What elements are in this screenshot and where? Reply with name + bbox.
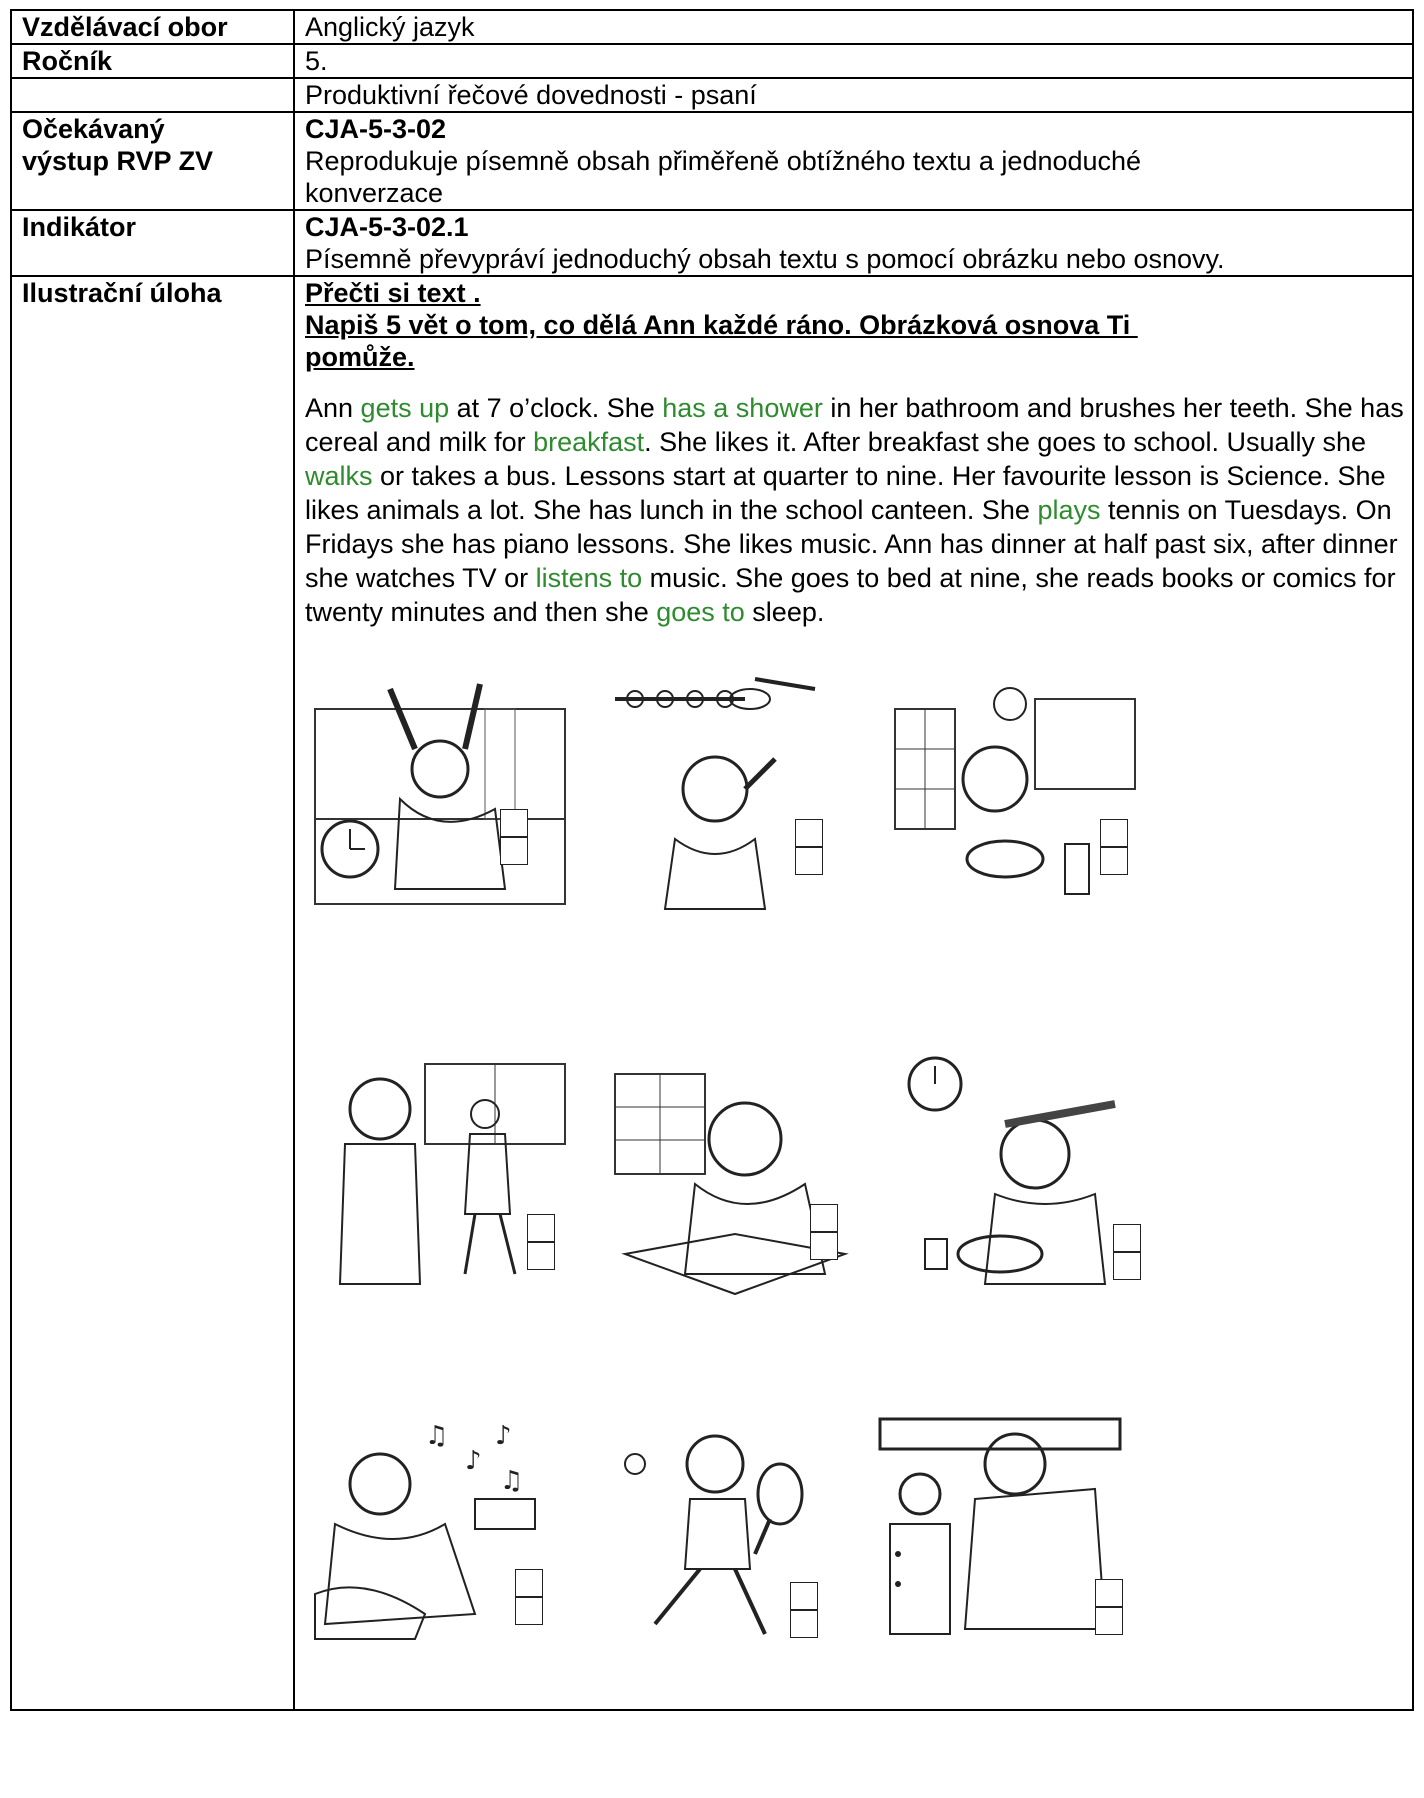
highlighted-phrase: has a shower xyxy=(662,393,823,423)
indicator-code: CJA-5-3-02.1 xyxy=(305,212,469,242)
task-label: Ilustrační úloha xyxy=(11,276,294,1710)
svg-text:♫: ♫ xyxy=(500,1466,524,1496)
going-to-school-picture xyxy=(305,1044,575,1289)
listening-music-picture xyxy=(305,1394,575,1644)
row-skill xyxy=(11,78,1413,112)
expected-output-label-line1: Očekávaný xyxy=(22,114,165,144)
row-indicator xyxy=(11,210,1413,276)
lesson-picture xyxy=(605,1044,875,1304)
indicator-text: Písemně převypráví jednoduchý obsah textu s pomocí obrázku nebo osnovy. xyxy=(305,244,1225,274)
passage-text: sleep. xyxy=(744,597,825,627)
passage-text: Ann xyxy=(305,393,361,423)
svg-text:♪: ♪ xyxy=(465,1446,482,1476)
passage-text: tennis on Tuesdays. On Fridays she has piano lessons. She likes music. Ann has dinner at half past six, after dinner she watches TV or xyxy=(305,495,1398,593)
passage-text: in her bathroom and brushes her teeth. She has cereal and milk for xyxy=(305,393,1404,457)
indicator-cell xyxy=(294,210,1413,276)
task-instruction-write-line2: pomůže. xyxy=(305,342,415,372)
reading-passage xyxy=(305,391,1404,629)
picture-outline xyxy=(305,669,1245,1709)
lunch-picture xyxy=(885,1044,1155,1289)
expected-output-label xyxy=(11,112,294,210)
expected-output-code: CJA-5-3-02 xyxy=(305,114,447,144)
grade-value: 5. xyxy=(294,44,1413,78)
passage-text: . She likes it. After breakfast she goes to school. Usually she xyxy=(644,427,1367,457)
breakfast-picture xyxy=(885,669,1145,914)
passage-text: at 7 o’clock. She xyxy=(449,393,663,423)
tennis-picture xyxy=(605,1394,865,1654)
highlighted-phrase: gets up xyxy=(360,393,450,423)
bedtime-picture xyxy=(865,1379,1135,1649)
svg-text:♫: ♫ xyxy=(425,1421,449,1451)
passage-text: music. She goes to bed at nine, she reads books or comics for twenty minutes and then she xyxy=(305,563,1396,627)
svg-text:♪: ♪ xyxy=(495,1421,512,1451)
skill-label xyxy=(11,78,294,112)
indicator-label: Indikátor xyxy=(11,210,294,276)
highlighted-phrase: plays xyxy=(1037,495,1101,525)
passage-text: or takes a bus. Lessons start at quarter to nine. Her favourite lesson is Science. She likes animals a lot. She has lunch in the school canteen. She xyxy=(305,461,1386,525)
highlighted-phrase: listens to xyxy=(535,563,643,593)
grade-label: Ročník xyxy=(11,44,294,78)
row-grade xyxy=(11,44,1413,78)
task-instruction-read: Přečti si text . xyxy=(305,278,481,308)
highlighted-phrase: walks xyxy=(305,461,373,491)
expected-output-text-line1: Reprodukuje písemně obsah přiměřeně obtížného textu a jednoduché xyxy=(305,146,1142,176)
row-subject xyxy=(11,10,1413,44)
highlighted-phrase: breakfast xyxy=(533,427,645,457)
row-task xyxy=(11,276,1413,1710)
subject-label: Vzdělávací obor xyxy=(11,10,294,44)
skill-value: Produktivní řečové dovednosti - psaní xyxy=(294,78,1413,112)
highlighted-phrase: goes to xyxy=(656,597,745,627)
task-cell xyxy=(294,276,1413,1710)
expected-output-label-line2: výstup RVP ZV xyxy=(22,146,214,176)
worksheet-table xyxy=(10,9,1414,1711)
subject-value: Anglický jazyk xyxy=(294,10,1413,44)
expected-output-text-line2: konverzace xyxy=(305,178,444,208)
expected-output-cell xyxy=(294,112,1413,210)
shower-picture xyxy=(605,669,865,914)
row-expected-output xyxy=(11,112,1413,210)
waking-up-picture xyxy=(305,669,575,914)
task-instruction-write-line1: Napiš 5 vět o tom, co dělá Ann každé ráno. Obrázková osnova Ti xyxy=(305,310,1138,340)
